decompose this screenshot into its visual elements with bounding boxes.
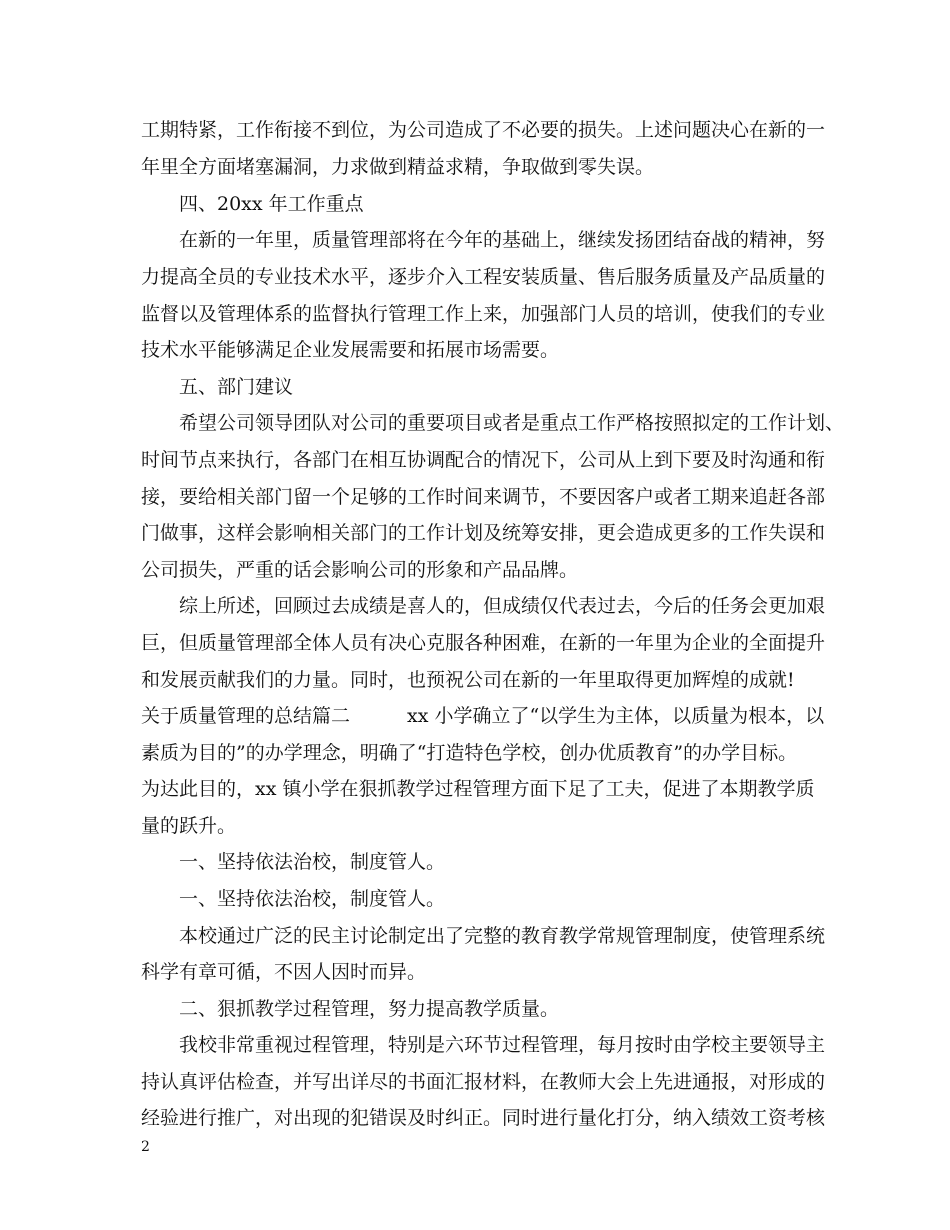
- text-line: 力提高全员的专业技术水平，逐步介入工程安装质量、售后服务质量及产品质量的: [141, 266, 826, 288]
- section-heading: 一、坚持依法治校，制度管人。: [141, 888, 446, 910]
- text-line: 时间节点来执行，各部门在相互协调配合的情况下，公司从上到下要及时沟通和衔: [141, 449, 826, 471]
- section-heading: 一、坚持依法治校，制度管人。: [141, 851, 446, 873]
- text-line: 我校非常重视过程管理，特别是六环节过程管理，每月按时由学校主要领导主: [141, 1034, 826, 1056]
- text-line: 科学有章可循，不因人因时而异。: [141, 961, 427, 983]
- text-line: 接，要给相关部门留一个足够的工作时间来调节，不要因客户或者工期来追赶各部: [141, 486, 826, 508]
- text-line: 为达此目的，xx 镇小学在狠抓教学过程管理方面下足了工夫，促进了本期教学质: [141, 778, 815, 800]
- text-line: 巨，但质量管理部全体人员有决心克服各种困难，在新的一年里为企业的全面提升: [141, 632, 826, 654]
- section-heading: 五、部门建议: [141, 376, 294, 398]
- page-number: 2: [141, 1139, 150, 1155]
- text-line: 综上所述，回顾过去成绩是喜人的，但成绩仅代表过去，今后的任务会更加艰: [141, 595, 826, 617]
- section-heading: 二、狠抓教学过程管理，努力提高教学质量。: [141, 998, 560, 1020]
- text-line: 希望公司领导团队对公司的重要项目或者是重点工作严格按照拟定的工作计划、: [141, 412, 845, 434]
- text-line: 公司损失，严重的话会影响公司的形象和产品品牌。: [141, 559, 579, 581]
- text-line: 素质为目的”的办学理念，明确了“打造特色学校，创办优质教育”的办学目标。: [141, 742, 798, 764]
- text-line: 经验进行推广，对出现的犯错误及时纠正。同时进行量化打分，纳入绩效工资考核: [141, 1107, 826, 1129]
- text-line: 年里全方面堵塞漏洞，力求做到精益求精，争取做到零失误。: [141, 156, 655, 178]
- text-line: 门做事，这样会影响相关部门的工作计划及统筹安排，更会造成更多的工作失误和: [141, 522, 826, 544]
- text-line: 工期特紧，工作衔接不到位，为公司造成了不必要的损失。上述问题决心在新的一: [141, 119, 826, 141]
- text-line: 持认真评估检查，并写出详尽的书面汇报材料，在教师大会上先进通报，对形成的: [141, 1071, 826, 1093]
- text-line: 技术水平能够满足企业发展需要和拓展市场需要。: [141, 339, 560, 361]
- text-line: 监督以及管理体系的监督执行管理工作上来，加强部门人员的培训，使我们的专业: [141, 303, 826, 325]
- text-line: 关于质量管理的总结篇二 xx 小学确立了“以学生为主体，以质量为根本，以: [141, 705, 825, 727]
- text-line: 量的跃升。: [141, 815, 237, 837]
- text-line: 和发展贡献我们的力量。同时，也预祝公司在新的一年里取得更加辉煌的成就!: [141, 669, 795, 691]
- text-line: 本校通过广泛的民主讨论制定出了完整的教育教学常规管理制度，使管理系统: [141, 925, 826, 947]
- text-line: 在新的一年里，质量管理部将在今年的基础上，继续发扬团结奋战的精神，努: [141, 229, 826, 251]
- section-heading: 四、20xx 年工作重点: [141, 193, 364, 215]
